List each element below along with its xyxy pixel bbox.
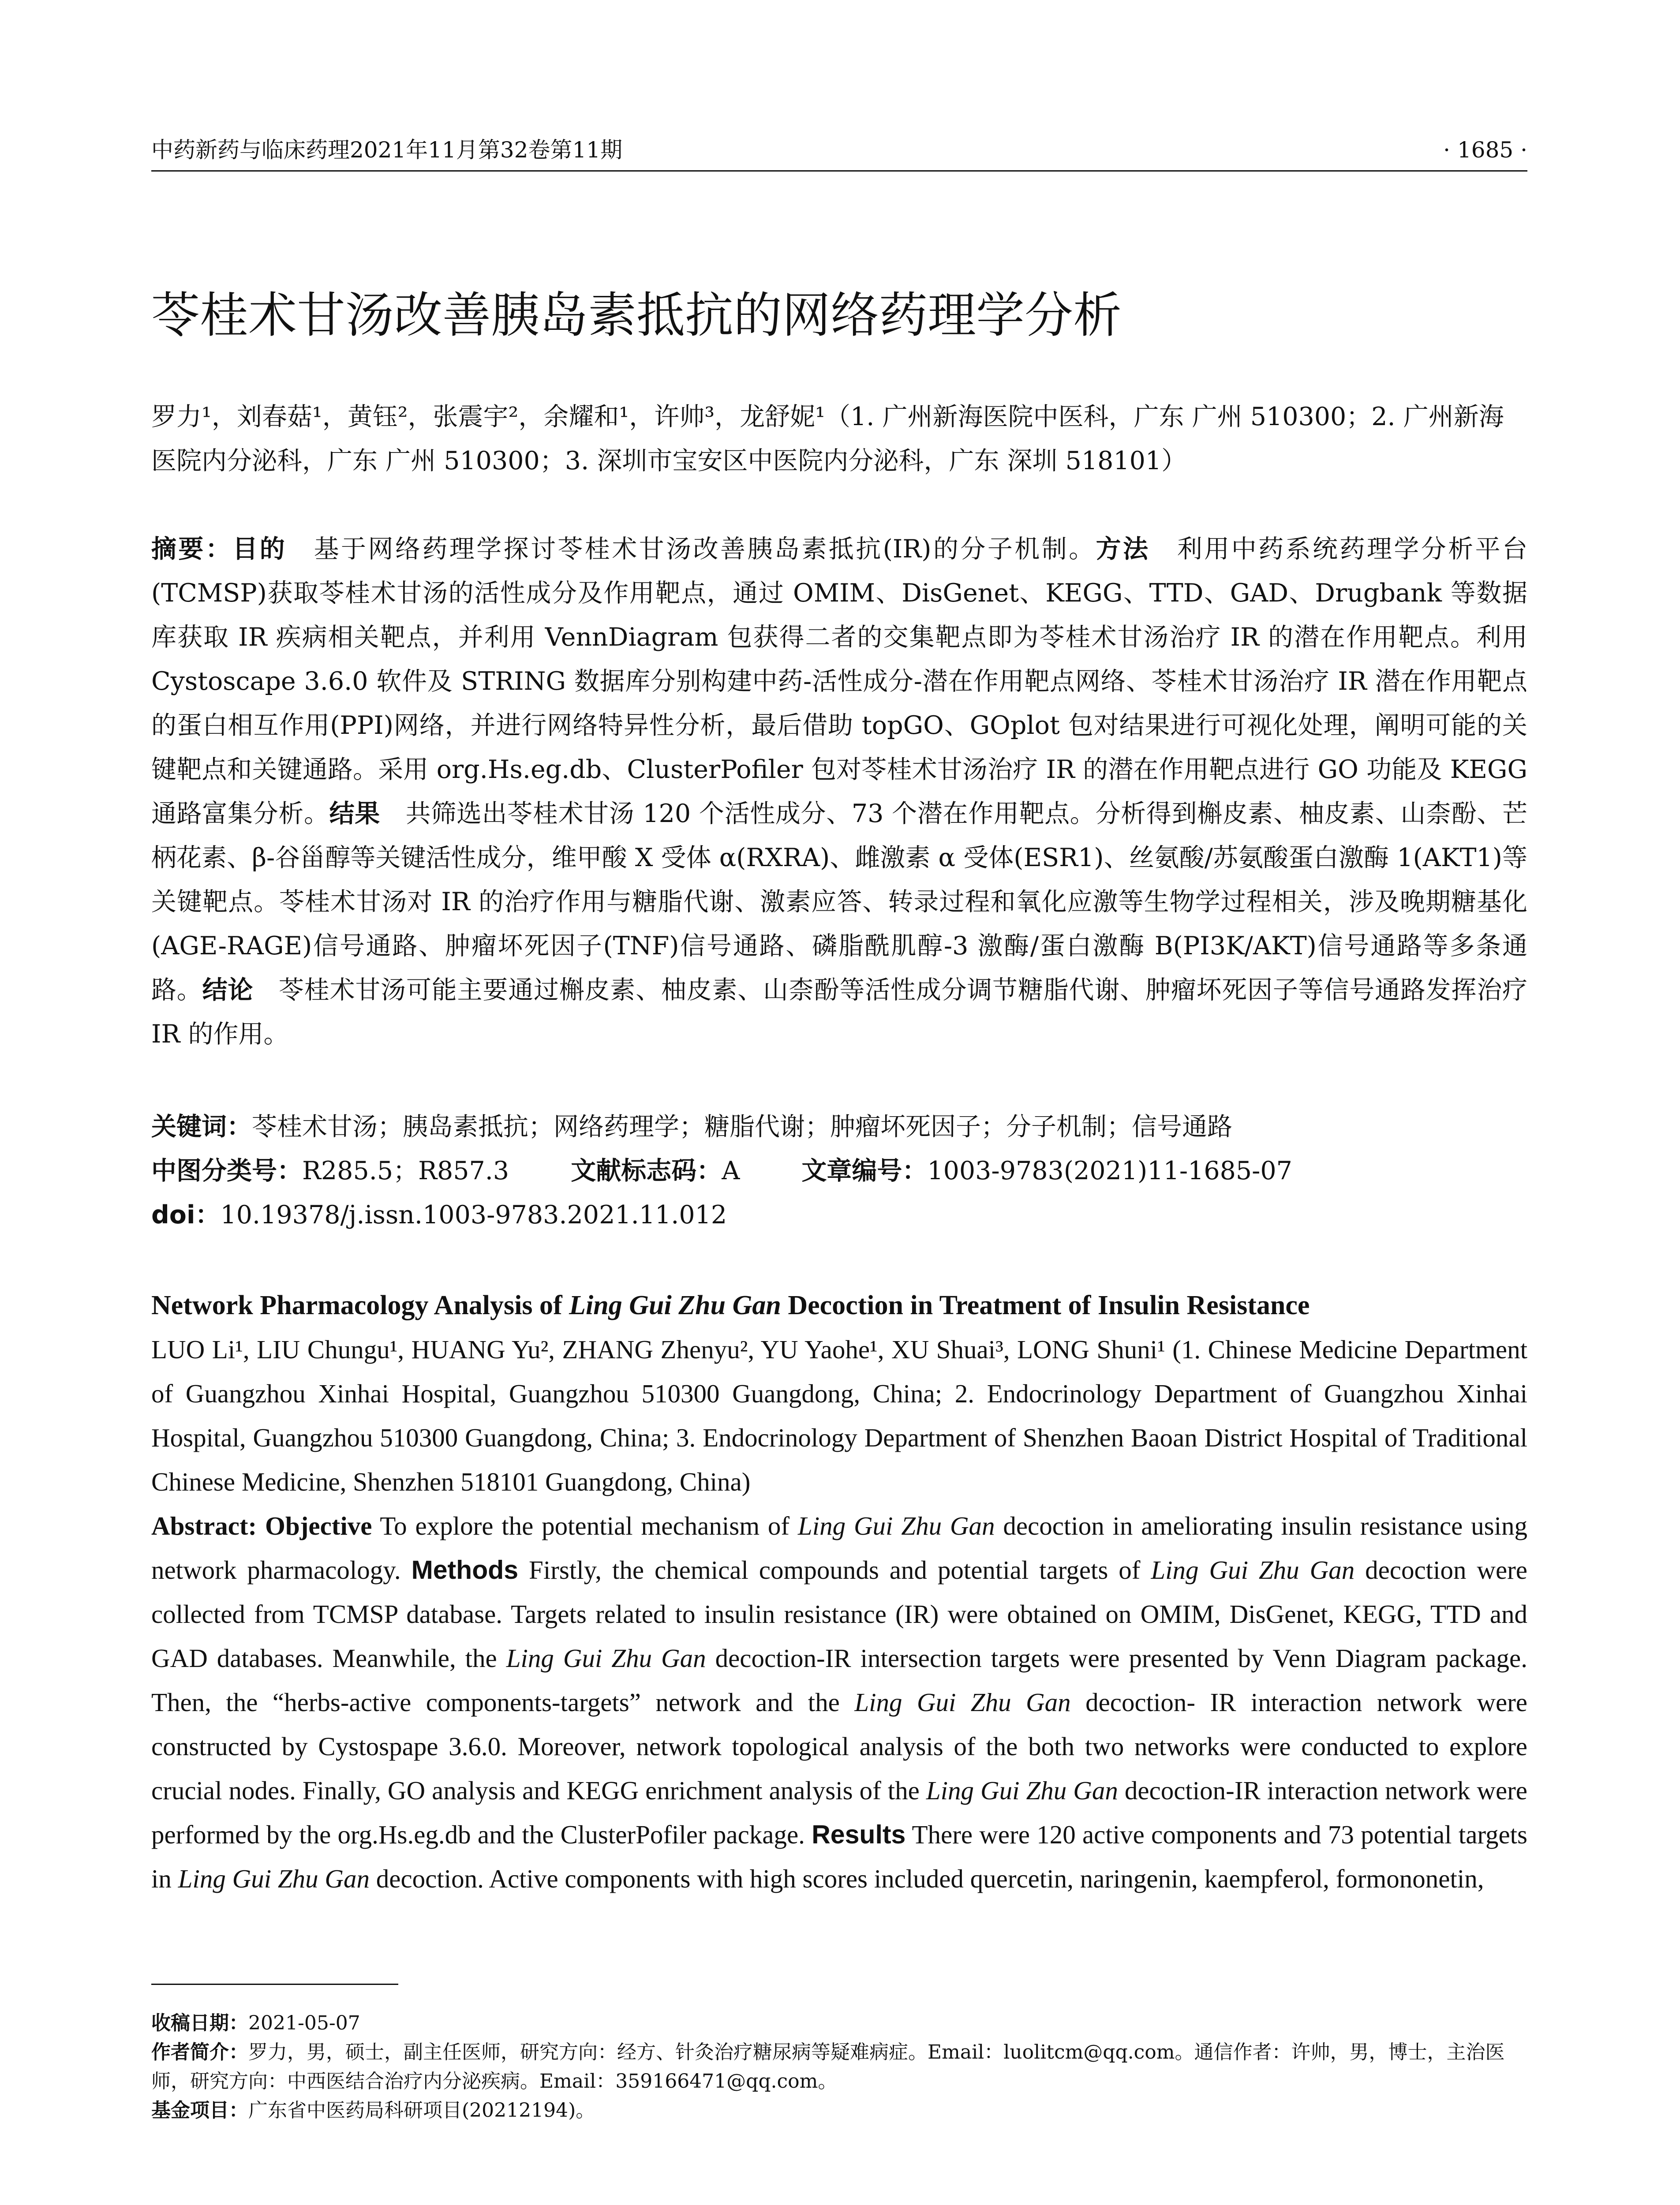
doi-label: doi： <box>151 1200 221 1230</box>
doc-code-value: A <box>722 1156 740 1185</box>
footnote-rule <box>151 1984 398 1985</box>
english-abstract <box>151 1504 1527 1901</box>
running-head <box>151 132 1527 168</box>
authors-affiliations-zh: 罗力¹，刘春菇¹，黄钰²，张震宇²，余耀和¹，许帅³，龙舒妮¹（1. 广州新海医院中医科，广东 广州 510300；2. 广州新海医院内分泌科，广东 广州 510300；3. 深圳市宝安区中医院内分泌科，广东 深圳 518101） <box>151 402 1504 475</box>
en-herb-name: Ling Gui Zhu Gan <box>1151 1555 1355 1585</box>
footnote-received <box>151 2009 1527 2038</box>
clc-value: R285.5；R857.3 <box>302 1156 509 1185</box>
abstract-label: 摘要： <box>151 534 233 564</box>
page-number: · 1685 · <box>1443 137 1527 163</box>
en-herb-name: Ling Gui Zhu Gan <box>797 1511 995 1540</box>
keywords-text: 苓桂术甘汤；胰岛素抵抗；网络药理学；糖脂代谢；肿瘤坏死因子；分子机制；信号通路 <box>252 1112 1232 1141</box>
footnote-author <box>151 2038 1527 2096</box>
footnote-fund <box>151 2096 1527 2125</box>
conclusion-label: 结论 <box>202 975 254 1005</box>
article-no-value: 1003-9783(2021)11-1685-07 <box>927 1156 1292 1185</box>
results-text: 共筛选出苓桂术甘汤 120 个活性成分、73 个潜在作用靶点。分析得到槲皮素、柚皮素、山柰酚、芒柄花素、β-谷甾醇等关键活性成分，维甲酸 X 受体 α(RXRA)、雌激素 α 受体(ESR1)、丝氨酸/苏氨酸蛋白激酶 1(AKT1)等关键靶点。苓桂术甘汤对 IR 的治疗作用与糖脂代谢、激素应答、转录过程和氧化应激等生物学过程相关，涉及晚期糖基化(AGE-RAGE)信号通路、肿瘤坏死因子(TNF)信号通路、磷脂酰肌醇-3 激酶/蛋白激酶 B(PI3K/AKT)信号通路等多条通路。 <box>151 799 1528 1005</box>
doi-value[interactable]: 10.19378/j.issn.1003-9783.2021.11.012 <box>220 1200 727 1230</box>
en-herb-name: Ling Gui Zhu Gan <box>506 1644 706 1673</box>
en-title-herb: Ling Gui Zhu Gan <box>569 1290 781 1320</box>
header-rule <box>151 170 1527 172</box>
classification-line <box>151 1149 1527 1193</box>
en-objective-text: To explore the potential mechanism of <box>372 1511 798 1540</box>
en-herb-name: Ling Gui Zhu Gan <box>926 1776 1118 1805</box>
methods-label: 方法 <box>1096 534 1150 564</box>
doi-line <box>151 1193 1527 1237</box>
objective-label: 目的 <box>232 534 287 564</box>
en-herb-name: Ling Gui Zhu Gan <box>178 1864 370 1893</box>
english-title <box>151 1283 1527 1327</box>
en-title-pre: Network Pharmacology Analysis of <box>151 1290 569 1320</box>
received-date: 2021-05-07 <box>248 2012 360 2034</box>
results-label: 结果 <box>329 799 380 828</box>
en-methods-text: Firstly, the chemical compounds and potential targets of <box>518 1555 1151 1585</box>
abstract-zh <box>151 527 1527 1056</box>
article-no-label: 文章编号： <box>801 1156 928 1185</box>
en-results-label: Results <box>812 1820 906 1849</box>
english-authors-affiliations: LUO Li¹, LIU Chungu¹, HUANG Yu², ZHANG Zhenyu², YU Yaohe¹, XU Shuai³, LONG Shuni¹ (1. Chinese Medicine Department of Guangzhou Xinhai Hospital, Guangzhou 510300 Guangdong, China; 2. Endocrinology Department of Guangzhou Xinhai Hospital, Guangzhou 510300 Guangdong, China; 3. Endocrinology Department of Shenzhen Baoan District Hospital of Traditional Chinese Medicine, Shenzhen 518101 Guangdong, China) <box>151 1335 1527 1496</box>
en-methods-text: decoction-IR intersection targets were presented by Venn Diagram package. Then, the “herbs-active components-targets” network and the <box>151 1644 1527 1717</box>
objective-text: 基于网络药理学探讨苓桂术甘汤改善胰岛素抵抗(IR)的分子机制。 <box>314 534 1096 564</box>
fund-text: 广东省中医药局科研项目(20212194)。 <box>248 2099 595 2122</box>
received-label: 收稿日期： <box>151 2012 248 2034</box>
methods-text: 利用中药系统药理学分析平台(TCMSP)获取苓桂术甘汤的活性成分及作用靶点，通过 OMIM、DisGenet、KEGG、TTD、GAD、Drugbank 等数据库获取 IR 疾病相关靶点，并利用 VennDiagram 包获得二者的交集靶点即为苓桂术甘汤治疗 IR 的潜在作用靶点。利用 Cystoscape 3.6.0 软件及 STRING 数据库分别构建中药-活性成分-潜在作用靶点网络、苓桂术甘汤治疗 IR 潜在作用靶点的蛋白相互作用(PPI)网络，并进行网络特异性分析，最后借助 topGO、GOplot 包对结果进行可视化处理，阐明可能的关键靶点和关键通路。采用 org.Hs.eg.db、ClusterPofiler 包对苓桂术甘汤治疗 IR 的潜在作用靶点进行 GO 功能及 KEGG 通路富集分析。 <box>151 534 1528 828</box>
en-methods-text: decoction- IR interaction network were constructed by Cystospape 3.6.0. Moreover, network topological analysis of the both two networks were conducted to explore crucial nodes. Finally, GO analysis and KEGG enrichment analysis of the <box>151 1688 1527 1805</box>
en-methods-label: Methods <box>411 1555 519 1585</box>
conclusion-text: 苓桂术甘汤可能主要通过槲皮素、柚皮素、山柰酚等活性成分调节糖脂代谢、肿瘤坏死因子等信号通路发挥治疗 IR 的作用。 <box>151 975 1528 1049</box>
keywords-line <box>151 1105 1527 1149</box>
en-results-text: There were 120 active components and 73 potential targets in <box>151 1820 1528 1893</box>
doc-code-label: 文献标志码： <box>571 1156 722 1185</box>
fund-label: 基金项目： <box>151 2099 248 2122</box>
en-objective-text: decoction in ameliorating insulin resistance using network pharmacology. <box>151 1511 1527 1585</box>
en-herb-name: Ling Gui Zhu Gan <box>854 1688 1071 1717</box>
en-methods-text: decoction were collected from TCMSP database. Targets related to insulin resistance (IR) were obtained on OMIM, DisGenet, KEGG, TTD and GAD databases. Meanwhile, the <box>151 1555 1527 1673</box>
author-bio-label: 作者简介： <box>151 2041 248 2063</box>
keywords-label: 关键词： <box>151 1112 252 1141</box>
clc-label: 中图分类号： <box>151 1156 302 1185</box>
author-bio: 罗力，男，硕士，副主任医师，研究方向：经方、针灸治疗糖尿病等疑难病症。Email：luolitcm@qq.com。通信作者：许帅，男，博士，主治医师，研究方向：中西医结合治疗内分泌疾病。Email：359166471@qq.com。 <box>151 2041 1505 2093</box>
en-abstract-label: Abstract: <box>151 1511 257 1540</box>
en-results-text: decoction. Active components with high scores included quercetin, naringenin, kaempferol, formononetin, <box>370 1864 1484 1893</box>
en-methods-text: decoction-IR interaction network were performed by the org.Hs.eg.db and the ClusterPofiler package. <box>151 1776 1527 1849</box>
en-title-post: Decoction in Treatment of Insulin Resistance <box>781 1290 1310 1320</box>
article-title: 苓桂术甘汤改善胰岛素抵抗的网络药理学分析 <box>151 287 1122 344</box>
journal-issue: 中药新药与临床药理2021年11月第32卷第11期 <box>151 137 623 163</box>
en-objective-label: Objective <box>265 1511 372 1540</box>
footnotes <box>151 2009 1527 2125</box>
